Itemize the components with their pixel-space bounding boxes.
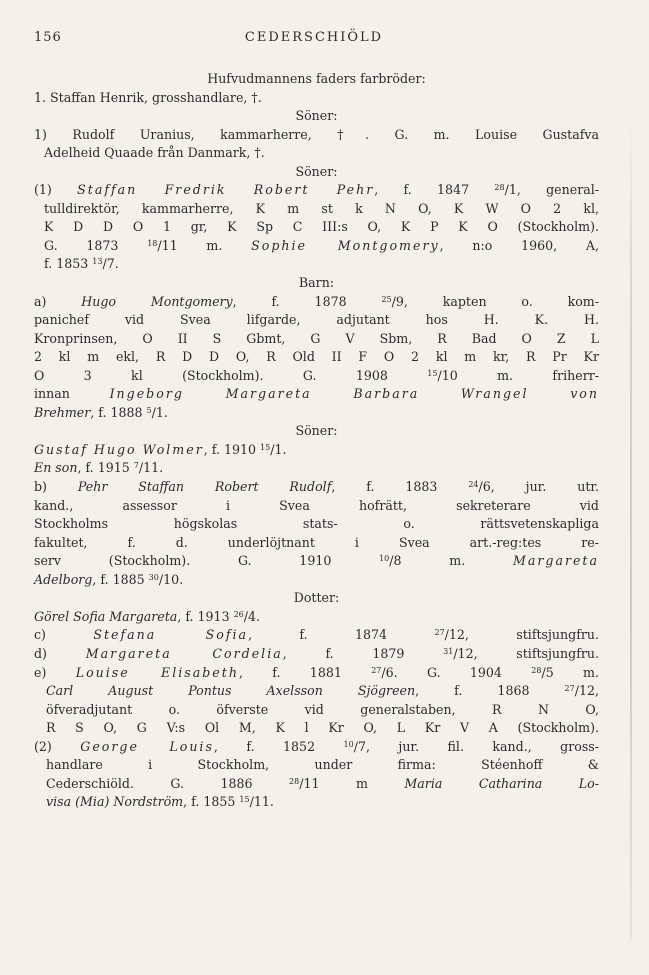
date-fraction: 31 <box>443 646 454 656</box>
person-name: Brehmer <box>34 404 91 420</box>
running-title: CEDERSCHIÖLD <box>244 30 384 45</box>
person-name: Stefana Sofia <box>93 627 249 643</box>
page-edge-shadow <box>630 120 632 940</box>
line-text: c) <box>34 627 94 643</box>
date-fraction: 27 <box>371 665 382 675</box>
line-text: , f. 1879 <box>282 645 444 661</box>
line-text: Cederschiöld. G. 1886 <box>46 775 290 791</box>
text-line: Adelheid Quaade från Danmark, †. <box>44 145 265 161</box>
person-name: Sophie Montgomery <box>251 237 440 253</box>
subheading: Dotter: <box>293 590 340 606</box>
date-fraction: 28 <box>289 776 300 786</box>
page-body <box>34 70 599 812</box>
date-fraction: 15 <box>260 442 271 452</box>
line-text: /11. <box>138 460 164 476</box>
text-line: panichef vid Svea lifgarde, adjutant hos H. K. H. <box>34 312 599 328</box>
line-text: /12, stiftsjungfru. <box>444 627 600 643</box>
person-name: Staffan Fredrik Robert Pehr <box>77 182 375 198</box>
line-text: , f. 1888 <box>90 404 147 420</box>
line-text: , f. 1883 <box>331 479 469 495</box>
person-name: En son <box>34 460 78 476</box>
text-line <box>34 552 599 571</box>
date-fraction: 13 <box>92 257 103 267</box>
text-line <box>34 459 599 478</box>
line-text: /5 m. <box>541 664 599 680</box>
text-line: öfveradjutant o. öfverste vid generalstaben, R N O, <box>46 701 599 717</box>
line-text: /10 m. friherr- <box>437 367 599 383</box>
text-line <box>34 255 599 274</box>
text-line: Kronprinsen, O II S Gbmt, G V Sbm, R Bad O Z L <box>34 330 599 346</box>
text-line <box>34 478 599 497</box>
person-name: Ingeborg Margareta Barbara Wrangel von <box>109 386 600 402</box>
person-name: Louise Elisabeth <box>75 664 239 680</box>
text-line <box>34 664 599 683</box>
text-line <box>34 367 599 386</box>
line-text: /6, jur. utr. <box>478 479 600 495</box>
line-text: e) <box>34 664 76 680</box>
line-text: , n:o 1960, A, <box>439 237 599 253</box>
text-line: fakultet, f. d. underlöjtnant i Svea art.-reg:tes re- <box>34 534 599 550</box>
subheading: Söner: <box>295 423 338 439</box>
person-name: Gustaf Hugo Wolmer <box>34 441 204 457</box>
date-fraction: 24 <box>468 480 479 490</box>
date-fraction: 5 <box>146 405 152 415</box>
line-text: f. 1853 <box>44 256 93 272</box>
text-line <box>34 181 599 200</box>
line-text: /1. <box>151 404 168 420</box>
line-text: innan <box>34 386 110 402</box>
page-number: 156 <box>34 30 62 45</box>
text-line <box>34 645 599 664</box>
text-line: R S O, G V:s Ol M, K l Kr O, L Kr V A (Stockholm). <box>46 720 599 736</box>
person-name: George Louis <box>80 738 214 754</box>
line-text: (2) <box>34 738 81 754</box>
line-text: , f. 1874 <box>248 627 435 643</box>
person-name: Pehr Staffan Robert Rudolf <box>77 479 332 495</box>
text-line: Stockholms högskolas stats- o. rättsvetenskapliga <box>34 516 599 532</box>
person-name: Maria Catharina Lo- <box>404 775 599 791</box>
person-name: Margareta <box>512 553 599 569</box>
text-line <box>34 682 599 701</box>
text-line <box>34 237 599 256</box>
line-text: /11 m <box>299 775 405 791</box>
line-text: /6. G. 1904 <box>381 664 532 680</box>
line-text: /11 m. <box>157 237 252 253</box>
text-line <box>34 385 599 404</box>
page-header <box>34 30 594 50</box>
line-text: /12, <box>574 683 599 699</box>
text-line <box>34 775 599 794</box>
text-line <box>34 404 599 423</box>
person-name: Margareta Cordelia <box>85 645 283 661</box>
line-text: /10. <box>158 571 184 587</box>
line-text: d) <box>34 645 86 661</box>
line-text: /7. <box>102 256 119 272</box>
text-line: 1) Rudolf Uranius, kammarherre, †. G. m. Louise Gustafva <box>34 126 599 142</box>
line-text: /1. <box>270 441 287 457</box>
line-text: , f. 1885 <box>92 571 149 587</box>
line-text: /4. <box>243 608 261 624</box>
text-line: handlare i Stockholm, under firma: Stéenhoff & <box>46 757 599 773</box>
line-text: , f. 1847 <box>374 182 495 198</box>
line-text: O 3 kl (Stockholm). G. 1908 <box>34 367 428 383</box>
subheading: Söner: <box>295 163 338 179</box>
line-text: /9, kapten o. kom- <box>391 293 599 309</box>
line-text: /12, stiftsjungfru. <box>453 645 600 661</box>
line-text: G. 1873 <box>44 237 148 253</box>
date-fraction: 27 <box>564 684 575 694</box>
text-line: 1. Staffan Henrik, grosshandlare, †. <box>34 89 262 105</box>
person-name: Carl August Pontus Axelsson Sjögreen <box>46 683 416 699</box>
line-text: (1) <box>34 182 78 198</box>
text-line: tulldirektör, kammarherre, K m st k N O, K W O 2 kl, <box>44 200 599 216</box>
line-text: b) <box>34 479 78 495</box>
text-line <box>34 626 599 645</box>
person-name: visa (Mia) Nordström <box>46 794 184 810</box>
line-text: , f. 1881 <box>238 664 372 680</box>
subheading: Barn: <box>298 275 335 291</box>
text-line <box>34 738 599 757</box>
line-text: /8 m. <box>389 553 513 569</box>
text-line <box>34 441 599 460</box>
text-line <box>34 608 599 627</box>
line-text: /7, jur. fil. kand., gross- <box>353 738 600 754</box>
section-heading: Hufvudmannens faders farbröder: <box>207 71 426 86</box>
person-name: Görel Sofia Margareta <box>34 608 178 624</box>
line-text: , f. 1913 <box>177 608 234 624</box>
text-line: K D D O 1 gr, K Sp C III:s O, K P K O (Stockholm). <box>44 219 599 235</box>
date-fraction: 15 <box>239 795 250 805</box>
text-line <box>34 571 599 590</box>
date-fraction: 7 <box>133 461 139 471</box>
line-text: , f. 1910 <box>203 441 261 457</box>
line-text: , f. 1868 <box>415 683 565 699</box>
date-fraction: 10 <box>379 554 390 564</box>
date-fraction: 25 <box>381 294 392 304</box>
line-text: /1, general- <box>504 182 600 198</box>
line-text: a) <box>34 293 82 309</box>
line-text: , f. 1855 <box>183 794 240 810</box>
date-fraction: 15 <box>427 368 438 378</box>
date-fraction: 28 <box>494 183 505 193</box>
date-fraction: 27 <box>434 628 445 638</box>
date-fraction: 30 <box>148 572 159 582</box>
text-line <box>34 293 599 312</box>
line-text: , f. 1878 <box>232 293 382 309</box>
date-fraction: 26 <box>233 609 244 619</box>
date-fraction: 28 <box>531 665 542 675</box>
line-text: serv (Stockholm). G. 1910 <box>34 553 380 569</box>
date-fraction: 10 <box>343 739 354 749</box>
line-text: , f. 1852 <box>213 738 344 754</box>
person-name: Hugo Montgomery <box>81 293 233 309</box>
date-fraction: 18 <box>147 238 158 248</box>
subheading: Söner: <box>295 108 338 124</box>
text-line: kand., assessor i Svea hofrätt, sekreterare vid <box>34 497 599 513</box>
line-text: /11. <box>249 794 274 810</box>
text-line <box>34 793 599 812</box>
text-line: 2 kl m ekl, R D D O, R Old II F O 2 kl m kr, R Pr Kr <box>34 349 599 365</box>
line-text: , f. 1915 <box>77 460 134 476</box>
person-name: Adelborg <box>34 571 93 587</box>
